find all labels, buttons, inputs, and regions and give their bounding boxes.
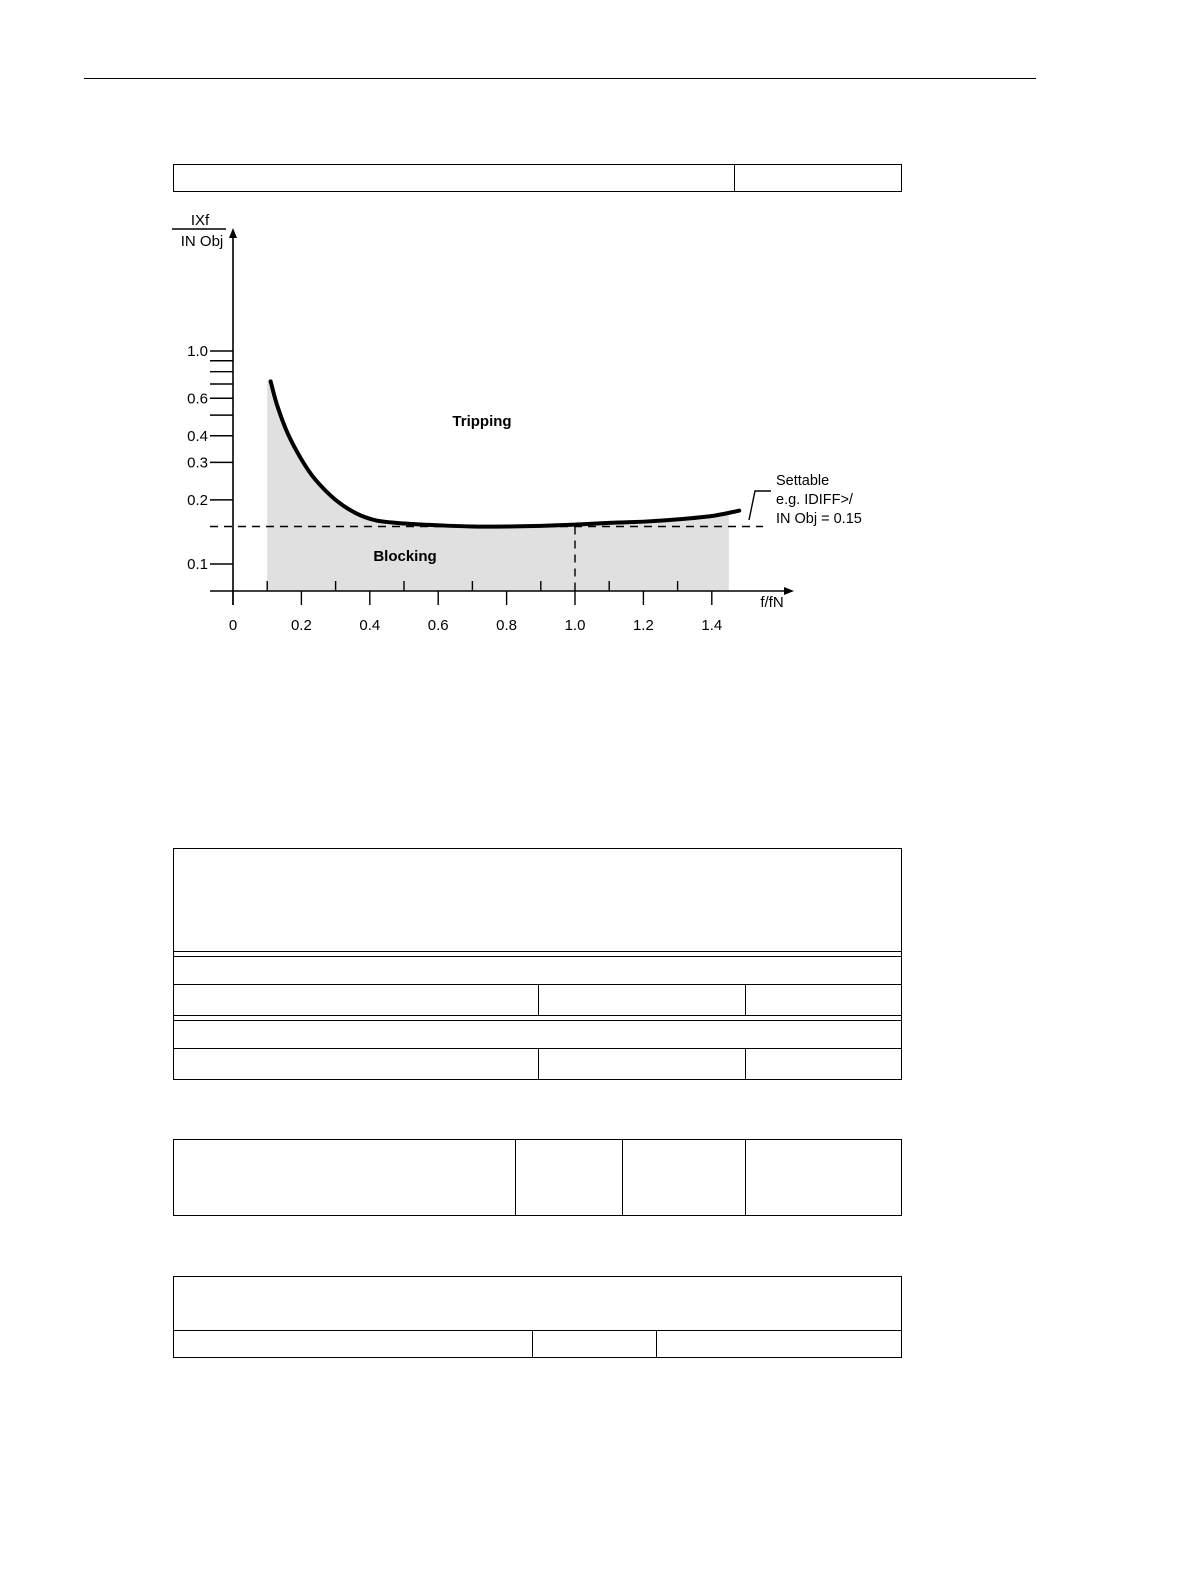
x-tick-label-5: 1.0	[564, 617, 586, 634]
x-tick-label-7: 1.4	[701, 617, 723, 634]
x-tick-label-1: 0.2	[290, 617, 312, 634]
table-3-row-rule	[174, 1330, 901, 1331]
table-1-row-rule-2b	[174, 1020, 901, 1021]
x-axis-label: f/fN	[760, 594, 784, 611]
settable-label-line2: e.g. IDIFF>/	[776, 492, 853, 508]
table-1	[173, 848, 902, 1080]
table-top-divider	[734, 165, 735, 191]
settable-label-line1: Settable	[776, 473, 830, 489]
table-3-col-divider-2	[656, 1330, 657, 1357]
x-tick-label-6: 1.2	[632, 617, 654, 634]
tripping-label: Tripping	[452, 413, 512, 430]
table-1-col-divider-b2	[745, 1048, 746, 1079]
table-2	[173, 1139, 902, 1216]
y-axis-label-denominator: IN Obj	[180, 233, 224, 250]
y-axis-label-numerator: IXf	[190, 212, 210, 229]
table-2-col-divider-1	[515, 1140, 516, 1215]
table-1-row-rule-2a	[174, 1015, 901, 1016]
x-tick-label-4: 0.8	[496, 617, 518, 634]
x-tick-label-2: 0.4	[359, 617, 381, 634]
x-tick-label-3: 0.6	[427, 617, 449, 634]
table-1-header-rule-b	[174, 956, 901, 957]
blocking-label: Blocking	[373, 548, 437, 565]
table-3-col-divider-1	[532, 1330, 533, 1357]
y-axis-arrow	[229, 228, 237, 238]
settable-label-line3: IN Obj = 0.15	[776, 511, 862, 527]
y-tick-label-0: 0.1	[187, 556, 208, 573]
y-tick-label-5: 1.0	[187, 343, 208, 360]
table-3	[173, 1276, 902, 1358]
tripping-curve	[271, 381, 740, 526]
y-tick-label-2: 0.3	[187, 454, 208, 472]
table-1-col-divider-b1	[745, 984, 746, 1015]
y-tick-label-4: 0.6	[187, 390, 208, 408]
y-tick-label-3: 0.4	[187, 427, 208, 445]
table-2-col-divider-3	[745, 1140, 746, 1215]
table-1-col-divider-a1	[538, 984, 539, 1015]
settable-callout-bracket	[749, 491, 771, 520]
frequency-characteristic-chart	[160, 200, 880, 660]
page-header-rule	[84, 78, 1036, 79]
x-tick-label-0: 0	[228, 617, 238, 634]
x-axis-arrow	[784, 587, 794, 595]
table-2-col-divider-2	[622, 1140, 623, 1215]
table-top	[173, 164, 902, 192]
y-tick-label-1: 0.2	[187, 491, 208, 509]
table-1-col-divider-a2	[538, 1048, 539, 1079]
table-1-header-rule-a	[174, 951, 901, 952]
